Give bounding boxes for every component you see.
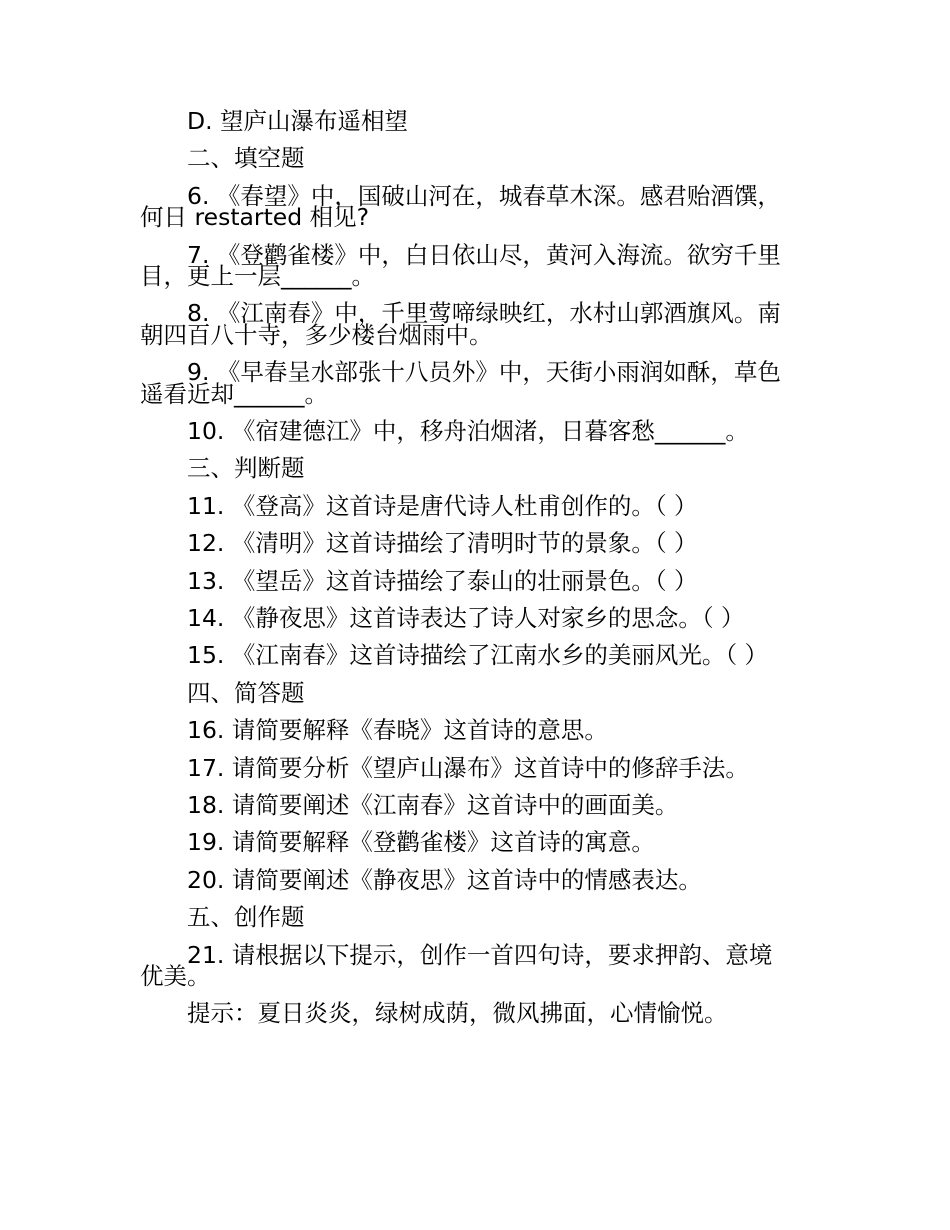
- question-18: 18. 请简要阐述《江南春》这首诗中的画面美。: [187, 791, 679, 819]
- question-9-line-2: 遥看近却______。: [140, 380, 328, 408]
- question-17: 17. 请简要分析《望庐山瀑布》这首诗中的修辞手法。: [187, 754, 749, 782]
- question-8-line-1: 8. 《江南春》中，千里莺啼绿映红，水村山郭酒旗风。南: [187, 299, 781, 327]
- option-d: D. 望庐山瀑布遥相望: [187, 107, 409, 135]
- question-21-line-1: 21. 请根据以下提示，创作一首四句诗，要求押韵、意境: [187, 941, 773, 969]
- question-21-hint: 提示：夏日炎炎，绿树成荫，微风拂面，心情愉悦。: [187, 999, 728, 1027]
- question-16: 16. 请简要解释《春晓》这首诗的意思。: [187, 716, 608, 744]
- question-20: 20. 请简要阐述《静夜思》这首诗中的情感表达。: [187, 866, 702, 894]
- question-6-line-1: 6. 《春望》中，国破山河在，城春草木深。感君贻酒馔，: [187, 182, 781, 210]
- section-heading-composition: 五、创作题: [187, 903, 305, 931]
- question-15: 15. 《江南春》这首诗描绘了江南水乡的美丽风光。（ ）: [187, 641, 769, 669]
- question-6-line-2: 何日 restarted 相见?: [140, 203, 370, 231]
- section-heading-short-answer: 四、简答题: [187, 679, 305, 707]
- question-19: 19. 请简要解释《登鹳雀楼》这首诗的寓意。: [187, 828, 655, 856]
- question-9-line-1: 9. 《早春呈水部张十八员外》中，天街小雨润如酥，草色: [187, 358, 781, 386]
- question-21-line-2: 优美。: [140, 962, 211, 990]
- question-13: 13. 《望岳》这首诗描绘了泰山的壮丽景色。（ ）: [187, 567, 698, 595]
- question-11: 11. 《登高》这首诗是唐代诗人杜甫创作的。（ ）: [187, 492, 698, 520]
- section-heading-fill-in: 二、填空题: [187, 144, 305, 172]
- question-14: 14. 《静夜思》这首诗表达了诗人对家乡的思念。（ ）: [187, 604, 745, 632]
- question-10: 10. 《宿建德江》中，移舟泊烟渚，日暮客愁______。: [187, 417, 749, 445]
- question-12: 12. 《清明》这首诗描绘了清明时节的景象。（ ）: [187, 529, 698, 557]
- section-heading-true-false: 三、判断题: [187, 454, 305, 482]
- question-8-line-2: 朝四百八十寺，多少楼台烟雨中。: [140, 321, 493, 349]
- question-7-line-1: 7. 《登鹳雀楼》中，白日依山尽，黄河入海流。欲穷千里: [187, 241, 781, 269]
- question-7-line-2: 目，更上一层______。: [140, 262, 375, 290]
